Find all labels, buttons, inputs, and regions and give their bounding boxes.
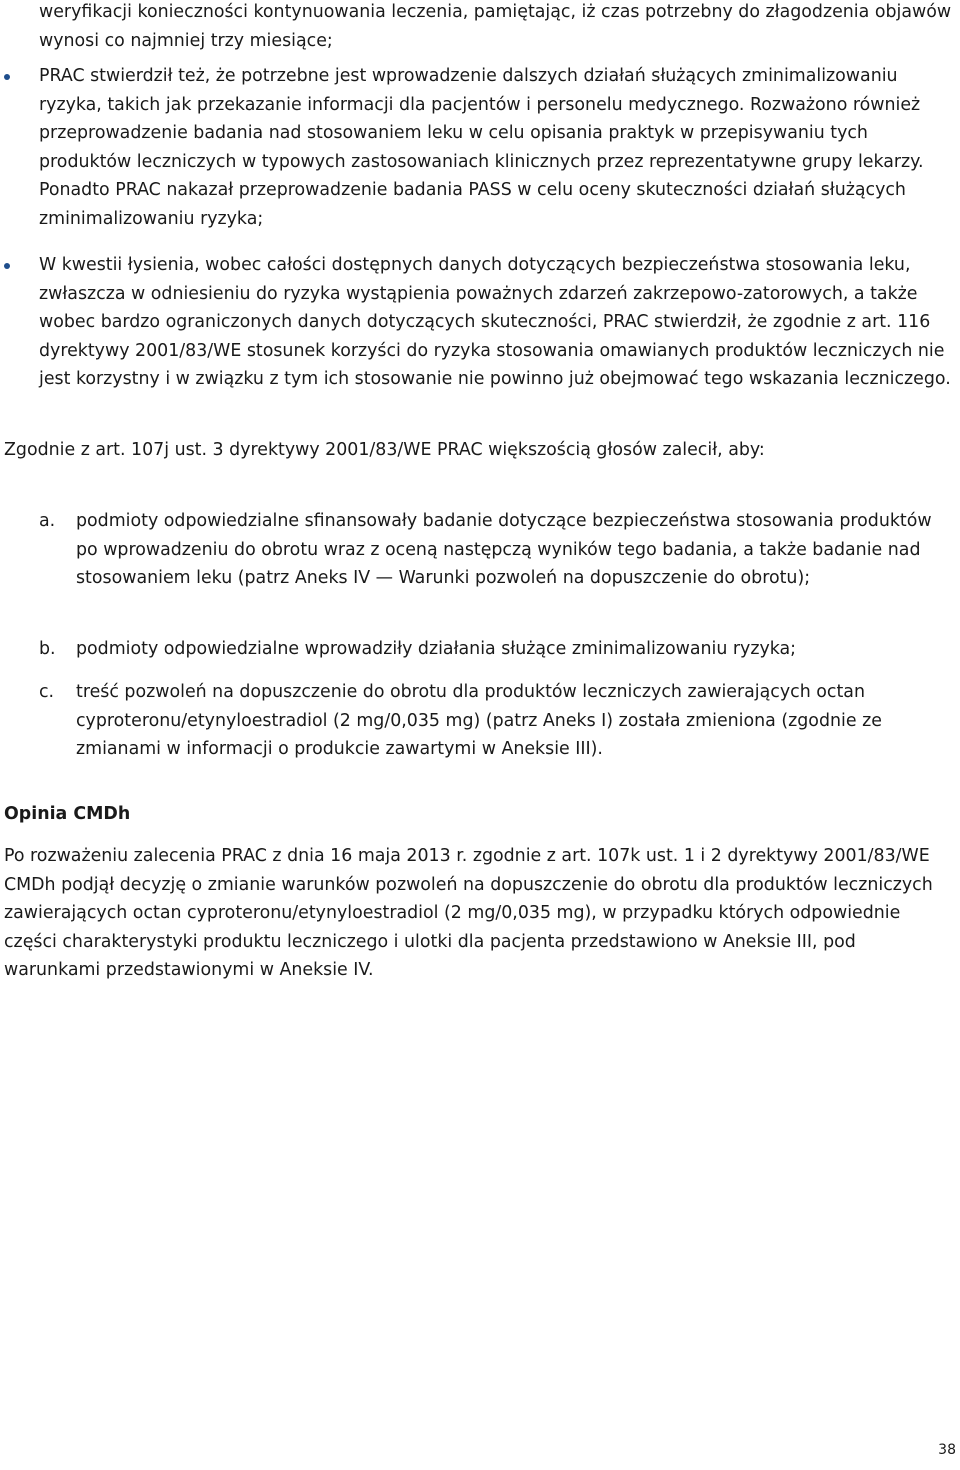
list-letter: b. bbox=[39, 639, 56, 659]
recommendation-intro: Zgodnie z art. 107j ust. 3 dyrektywy 2001/83/WE PRAC większością głosów zalecił, aby: bbox=[4, 440, 765, 460]
list-letter: a. bbox=[39, 511, 56, 531]
bullet-paragraph-alopecia: W kwestii łysienia, wobec całości dostępnych danych dotyczących bezpieczeństwa stosowania leku, zwłaszcza w odniesieniu do ryzyka wystąpienia poważnych zdarzeń zakrzepowo-zatorowych, a także wobec bardzo ograniczonych danych dotyczących skuteczności, PRAC stwierdził, że zgodnie z art. 116 dyrektywy 2001/83/WE stosunek korzyści do ryzyka stosowania omawianych produktów leczniczych nie jest korzystny i w związku z tym ich stosowanie nie powinno już obejmować tego wskazania leczniczego. bbox=[39, 255, 951, 389]
list-item-c bbox=[39, 678, 954, 764]
bullet-marker bbox=[4, 263, 10, 269]
list-item-text: treść pozwoleń na dopuszczenie do obrotu dla produktów leczniczych zawierających octan cyproteronu/etynyloestradiol (2 mg/0,035 mg) (patrz Aneks I) została zmieniona (zgodnie ze zmianami w informacji o produkcie zawartymi w Aneksie III). bbox=[76, 682, 882, 759]
page-number: 38 bbox=[938, 1442, 956, 1458]
list-item-b bbox=[39, 635, 954, 664]
list-letter: c. bbox=[39, 682, 55, 702]
section-body: Po rozważeniu zalecenia PRAC z dnia 16 maja 2013 r. zgodnie z art. 107k ust. 1 i 2 dyrektywy 2001/83/WE CMDh podjął decyzję o zmianie warunków pozwoleń na dopuszczenie do obrotu dla produktów leczniczych zawierających octan cyproteronu/etynyloestradiol (2 mg/0,035 mg), w przypadku których odpowiednie części charakterystyki produktu leczniczego i ulotki dla pacjenta przedstawiono w Aneksie III, pod warunkami przedstawionymi w Aneksie IV. bbox=[4, 846, 933, 980]
list-item-a bbox=[39, 507, 954, 593]
list-item-text: podmioty odpowiedzialne wprowadziły działania służące zminimalizowaniu ryzyka; bbox=[76, 639, 797, 659]
section-heading: Opinia CMDh bbox=[4, 804, 131, 824]
list-item-text: podmioty odpowiedzialne sfinansowały badanie dotyczące bezpieczeństwa stosowania produktów po wprowadzeniu do obrotu wraz z oceną następczą wyników tego badania, a także badanie nad stosowaniem leku (patrz Aneks IV — Warunki pozwoleń na dopuszczenie do obrotu); bbox=[76, 511, 932, 588]
continued-paragraph: weryfikacji konieczności kontynuowania leczenia, pamiętając, iż czas potrzebny do złagodzenia objawów wynosi co najmniej trzy miesiące; bbox=[39, 2, 952, 51]
bullet-marker bbox=[4, 74, 10, 80]
bullet-paragraph-prac-measures: PRAC stwierdził też, że potrzebne jest wprowadzenie dalszych działań służących zminimalizowaniu ryzyka, takich jak przekazanie informacji dla pacjentów i personelu medycznego. Rozważono również przeprowadzenie badania nad stosowaniem leku w celu opisania praktyk w przepisywaniu tych produktów leczniczych w typowych zastosowaniach klinicznych przez reprezentatywne grupy lekarzy. Ponadto PRAC nakazał przeprowadzenie badania PASS w celu oceny skuteczności działań służących zminimalizowaniu ryzyka; bbox=[39, 66, 924, 229]
